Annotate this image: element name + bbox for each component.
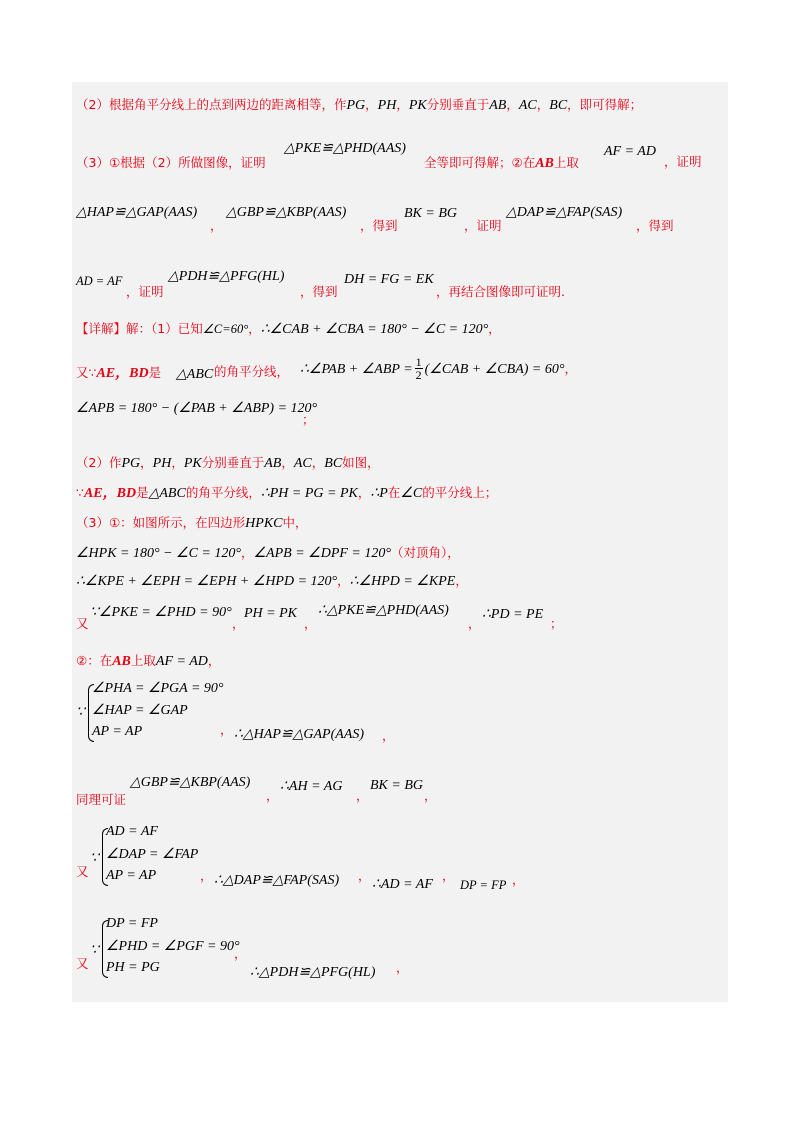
math: ∠C=60° <box>202 322 249 336</box>
math: PG <box>121 456 141 471</box>
hint-line-3 <box>76 152 266 171</box>
condition-row: DP = FP <box>106 916 158 931</box>
text: ， <box>357 485 371 500</box>
math: PH = PK <box>244 606 297 621</box>
text: ，证明 <box>464 218 502 233</box>
detail-line-5 <box>76 484 497 503</box>
text: ， <box>512 872 525 887</box>
text: 是 <box>136 485 149 500</box>
math: ∴AD = AF <box>372 877 433 892</box>
hint-line-3b <box>424 152 579 172</box>
math: ∴AH = AG <box>280 779 343 794</box>
text: ， <box>200 868 213 883</box>
math: ∴△PKE≌△PHD(AAS) <box>318 603 449 618</box>
text: ， <box>337 573 350 588</box>
text: ， <box>564 361 577 376</box>
text: ，得到 <box>636 218 674 233</box>
math: AE，BD <box>96 366 149 381</box>
text: ， <box>468 616 481 631</box>
math: ∠APB = ∠DPF = 120° <box>253 546 391 561</box>
math: PG <box>346 98 366 113</box>
math: AB <box>489 98 507 113</box>
math: PK <box>408 98 427 113</box>
condition-row: ∠DAP = ∠FAP <box>106 847 199 862</box>
text: ， <box>396 960 409 975</box>
text: ， <box>232 616 245 631</box>
text: ，得到 <box>300 284 338 299</box>
math: ∴∠KPE + ∠EPH = ∠EPH + ∠HPD = 120° <box>76 574 338 589</box>
text: 如图， <box>342 455 380 470</box>
text: ，证明 <box>664 154 702 169</box>
detail-line-8 <box>76 572 468 591</box>
math: △ABC <box>148 486 186 501</box>
text: 同理可证 <box>76 792 127 807</box>
condition-row: ∠PHD = ∠PGF = 90° <box>106 939 240 954</box>
condition-row: AD = AF <box>106 824 158 839</box>
text: ，证明 <box>126 284 164 299</box>
text: ， <box>506 97 519 112</box>
text: ，再结合图像即可证明. <box>436 284 565 299</box>
text: 【详解】解：（1）已知 <box>76 321 203 336</box>
fraction-denominator: 2 <box>415 368 422 382</box>
math: △GBP≌△KBP(AAS) <box>130 775 251 790</box>
text: ， <box>171 455 184 470</box>
text: 全等即可得解；②在 <box>424 155 536 170</box>
because-symbol: ∵ <box>90 943 99 958</box>
text: ，得到 <box>360 218 398 233</box>
text: ， <box>248 321 261 336</box>
text: 分别垂直于 <box>201 455 265 470</box>
condition-row: AP = AP <box>92 724 143 739</box>
math: ∴P <box>370 486 388 501</box>
text: ②：在 <box>76 653 113 668</box>
text: ， <box>358 868 371 883</box>
math: AB <box>535 156 554 171</box>
text: 的角平分线， <box>214 364 290 379</box>
text: 的角平分线， <box>185 485 261 500</box>
math: ∴∠CAB + ∠CBA = 180° − ∠C = 120° <box>260 322 489 337</box>
text: ， <box>536 97 550 112</box>
math: AD = AF <box>76 274 123 288</box>
math: ∴PD = PE <box>482 607 544 622</box>
math: ∴∠HPD = ∠KPE <box>349 574 456 589</box>
detail-line-7 <box>76 544 460 563</box>
because-symbol: ∵ <box>90 851 99 866</box>
text: 分别垂直于 <box>426 97 490 112</box>
math: △GBP≌△KBP(AAS) <box>226 205 347 220</box>
text: 又∵ <box>76 365 97 380</box>
math: AF = AD <box>604 144 656 159</box>
text: （对顶角）， <box>390 545 460 560</box>
math: BC <box>549 98 568 113</box>
text: ， <box>266 788 279 803</box>
math: ∴△DAP≌△FAP(SAS) <box>214 873 340 888</box>
text: 上取 <box>553 155 579 170</box>
text: ， <box>234 946 247 961</box>
math: ∴PH = PG = PK <box>260 486 358 501</box>
math: DH = FG = EK <box>344 272 434 287</box>
math: BK = BG <box>370 778 423 793</box>
detail-line-1 <box>76 320 501 339</box>
math: BC <box>324 456 343 471</box>
text: 上取 <box>130 653 156 668</box>
math: ∴△HAP≌△GAP(AAS) <box>234 727 365 742</box>
text: 是 <box>148 365 162 380</box>
math: ∠HPK = 180° − ∠C = 120° <box>76 546 241 561</box>
text: ， <box>382 728 395 743</box>
text: 又 <box>76 864 89 879</box>
text: （3）①：如图所示，在四边形 <box>76 515 246 530</box>
math: DP = FP <box>460 878 507 892</box>
because-symbol: ∵ <box>76 705 85 720</box>
detail-line-4 <box>76 454 380 473</box>
detail-line-2 <box>76 362 161 382</box>
math: ∴△PDH≌△PFG(HL) <box>250 965 376 980</box>
text: ， <box>207 653 221 668</box>
text: ， <box>281 455 294 470</box>
math: HPKC <box>245 516 283 531</box>
math: PH <box>152 456 172 471</box>
math: AC <box>518 98 537 113</box>
text: 在 <box>387 485 401 500</box>
text: ， <box>304 616 317 631</box>
fraction-numerator: 1 <box>415 355 422 369</box>
text: ， <box>424 788 437 803</box>
math: BK = BG <box>404 206 457 221</box>
text: ， <box>240 545 254 560</box>
text: ， <box>442 868 455 883</box>
text: 中， <box>282 515 308 530</box>
math: ∴∠PAB + ∠ABP = <box>300 362 413 377</box>
text: ∵ <box>76 485 84 500</box>
text: ， <box>311 455 325 470</box>
text: 的平分线上； <box>422 485 498 500</box>
math: (∠CAB + ∠CBA) = 60° <box>424 362 565 377</box>
condition-row: PH = PG <box>106 960 160 975</box>
text: ， <box>210 218 223 233</box>
math: △ABC <box>176 367 214 382</box>
text: ； <box>550 616 563 631</box>
math: AF = AD <box>155 654 208 669</box>
condition-row: AP = AP <box>106 868 157 883</box>
text: ， <box>356 788 369 803</box>
detail-line-10 <box>76 652 220 671</box>
math: △PDH≌△PFG(HL) <box>168 269 285 284</box>
text: （3）①根据（2）所做图像，证明 <box>76 155 266 170</box>
text: ； <box>302 412 315 427</box>
condition-row: ∠HAP = ∠GAP <box>92 703 188 718</box>
text: ， <box>365 97 378 112</box>
text: ， <box>488 321 501 336</box>
text: 又 <box>76 956 89 971</box>
text: ， <box>455 573 468 588</box>
fraction <box>415 356 423 381</box>
math: △PKE≌△PHD(AAS) <box>284 141 406 156</box>
math: ∠APB = 180° − (∠PAB + ∠ABP) = 120° <box>76 401 318 416</box>
text: （2）作 <box>76 455 122 470</box>
hint-line-2 <box>76 96 642 115</box>
math: AB <box>112 654 131 669</box>
text: ， <box>220 722 233 737</box>
text: ， <box>396 97 409 112</box>
text: 又 <box>76 616 89 631</box>
math: ∵∠PKE = ∠PHD = 90° <box>90 605 232 620</box>
math: △HAP≌△GAP(AAS) <box>76 205 198 220</box>
text: ， <box>140 455 153 470</box>
math: AC <box>293 456 312 471</box>
math: PH <box>377 98 397 113</box>
text: （2）根据角平分线上的点到两边的距离相等，作 <box>76 97 347 112</box>
math: AB <box>264 456 282 471</box>
text: ，即可得解； <box>567 97 643 112</box>
math: AE，BD <box>83 486 137 501</box>
condition-row: ∠PHA = ∠PGA = 90° <box>92 681 224 696</box>
math: ∠C <box>400 486 423 501</box>
detail-line-2b <box>300 356 577 381</box>
math: △DAP≌△FAP(SAS) <box>506 205 623 220</box>
detail-line-6 <box>76 514 308 533</box>
math: PK <box>183 456 202 471</box>
